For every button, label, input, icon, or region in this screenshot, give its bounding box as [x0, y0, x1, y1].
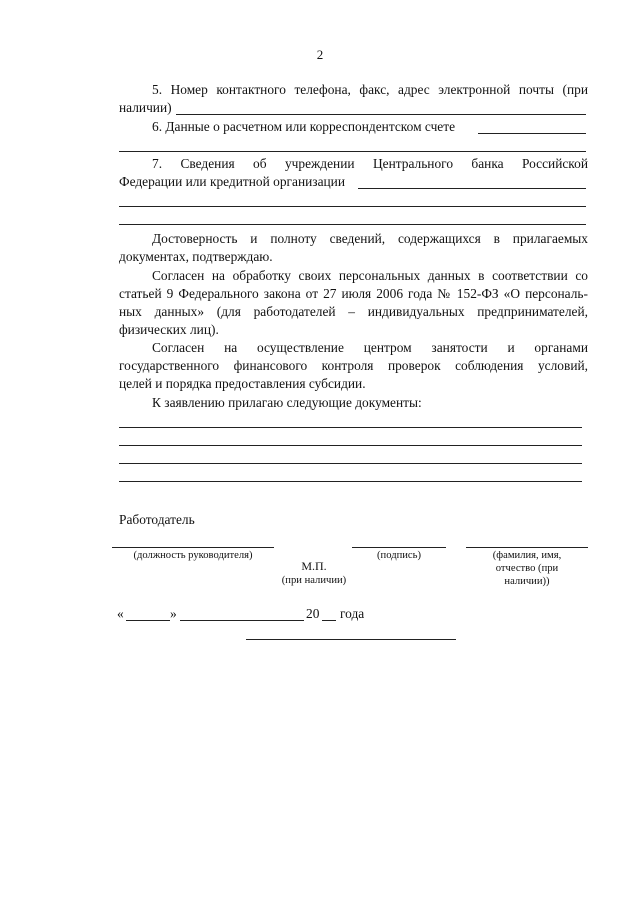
consent1-line2: статьей 9 Федерального закона от 27 июля 2006 года № 152-ФЗ «О персональ-: [119, 286, 588, 301]
full-name-line[interactable]: [466, 547, 588, 548]
confirm-line1: Достоверность и полноту сведений, содержащихся в прилагаемых: [152, 231, 588, 246]
date-century: 20: [306, 606, 320, 621]
attachments-label: К заявлению прилагаю следующие документы:: [152, 395, 422, 410]
employer-label: Работодатель: [119, 512, 195, 527]
consent2-line3: целей и порядка предоставления субсидии.: [119, 376, 366, 391]
closing-separator: [246, 639, 456, 640]
date-month-line[interactable]: [180, 620, 304, 621]
item6-fill-line-2[interactable]: [119, 151, 586, 152]
date-year-line[interactable]: [322, 620, 336, 621]
signature-line[interactable]: [352, 547, 446, 548]
attachment-line-3[interactable]: [119, 463, 582, 464]
consent1-line1: Согласен на обработку своих персональных данных в соответствии со: [152, 268, 588, 283]
item5-line2: наличии): [119, 100, 172, 115]
attachment-line-1[interactable]: [119, 427, 582, 428]
date-open-quote: «: [117, 606, 124, 621]
item7-line2: Федерации или кредитной организации: [119, 174, 346, 189]
full-name-caption-2: отчество (при: [495, 563, 559, 574]
consent1-line3: ных данных» (для работодателей – индивидуальных предпринимателей,: [119, 304, 588, 319]
date-year-suffix: года: [340, 606, 365, 621]
item7-fill-line-2[interactable]: [119, 206, 586, 207]
consent2-line1: Согласен на осуществление центром занятости и органами: [152, 340, 588, 355]
item5-line1: 5. Номер контактного телефона, факс, адрес электронной почты (при: [152, 82, 588, 97]
stamp-caption: (при наличии): [281, 575, 347, 586]
attachment-line-4[interactable]: [119, 481, 582, 482]
item7-fill-line-1[interactable]: [358, 188, 586, 189]
consent1-line4: физических лиц).: [119, 322, 219, 337]
item6-fill-line-1[interactable]: [478, 133, 586, 134]
position-caption: (должность руководителя): [133, 550, 253, 561]
confirm-line2: документах, подтверждаю.: [119, 249, 273, 264]
full-name-caption-1: (фамилия, имя,: [492, 550, 562, 561]
date-close-quote: »: [170, 606, 177, 621]
date-day-line[interactable]: [126, 620, 170, 621]
item5-fill-line[interactable]: [176, 114, 586, 115]
position-line[interactable]: [112, 547, 274, 548]
attachment-line-2[interactable]: [119, 445, 582, 446]
item7-line1: 7. Сведения об учреждении Центрального банка Российской: [152, 156, 588, 171]
page-number: 2: [316, 47, 324, 62]
item7-fill-line-3[interactable]: [119, 224, 586, 225]
stamp-label: М.П.: [301, 559, 327, 573]
full-name-caption-3: наличии)): [504, 576, 550, 587]
item6-label: 6. Данные о расчетном или корреспондентском счете: [152, 119, 456, 134]
signature-caption: (подпись): [377, 550, 421, 561]
consent2-line2: государственного финансового контроля проверок соблюдения условий,: [119, 358, 588, 373]
